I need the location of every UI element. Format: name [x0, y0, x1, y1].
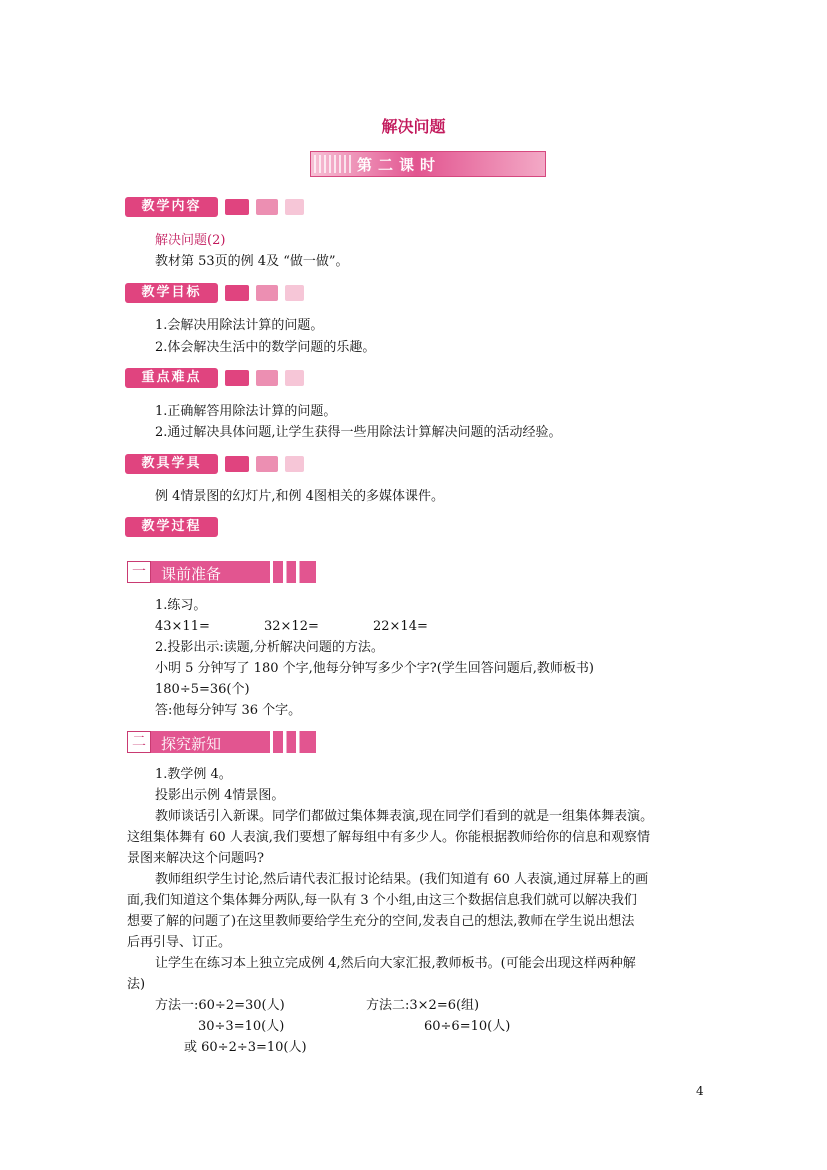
decor-square: [256, 285, 278, 301]
section-header-tools: [125, 454, 305, 474]
subsection-title: 探究新知: [161, 735, 222, 753]
explore-line: 教师组织学生讨论,然后请代表汇报讨论结果。(我们知道有 60 人表演,通过屏幕上的画: [155, 872, 649, 887]
explore-line: 教师谈话引入新课。同学们都做过集体舞表演,现在同学们看到的就是一组集体舞表演。: [155, 809, 654, 824]
section-header-key: [125, 368, 305, 388]
key-item: 2.通过解决具体问题,让学生获得一些用除法计算解决问题的活动经验。: [155, 425, 562, 440]
decor-square: [225, 199, 249, 215]
prep-line: 2.投影出示:读题,分析解决问题的方法。: [155, 640, 384, 655]
method-one: 方法一:60÷2=30(人): [155, 998, 285, 1013]
prep-line: 1.练习。: [155, 598, 207, 613]
banner-decoration: [314, 155, 354, 173]
subsection-number: 二: [127, 731, 151, 753]
explore-line: 投影出示例 4情景图。: [155, 788, 285, 803]
exercise: 22×14=: [373, 619, 428, 634]
section-label: 重点难点: [125, 368, 218, 388]
goal-item: 2.体会解决生活中的数学问题的乐趣。: [155, 340, 376, 355]
decor-square: [285, 370, 304, 386]
decor-square: [225, 456, 249, 472]
decor-square: [256, 370, 278, 386]
explore-line: 1.教学例 4。: [155, 767, 232, 782]
method-two-step: 60÷6=10(人): [424, 1019, 511, 1034]
section-header-process: [125, 517, 218, 537]
decor-square: [225, 285, 249, 301]
page-number: 4: [696, 1084, 704, 1098]
explore-line: 景图来解决这个问题吗?: [127, 851, 264, 866]
subsection-header-explore: [127, 731, 316, 753]
decor-square: [256, 199, 278, 215]
content-topic: 解决问题(2): [155, 233, 226, 248]
prep-line: 答:他每分钟写 36 个字。: [155, 703, 302, 718]
section-header-content: [125, 197, 305, 217]
exercise: 32×12=: [264, 619, 319, 634]
method-two: 方法二:3×2=6(组): [366, 998, 480, 1013]
method-one-step: 30÷3=10(人): [198, 1019, 285, 1034]
explore-line: 这组集体舞有 60 人表演,我们要想了解每组中有多少人。你能根据教师给你的信息和观察情: [127, 830, 650, 845]
prep-line: 小明 5 分钟写了 180 个字,他每分钟写多少个字?(学生回答问题后,教师板书): [155, 661, 594, 676]
section-label: 教具学具: [125, 454, 218, 474]
decor-square: [285, 456, 304, 472]
tools-text: 例 4情景图的幻灯片,和例 4图相关的多媒体课件。: [155, 489, 444, 504]
content-text: 教材第 53页的例 4及 “做一做”。: [155, 254, 349, 269]
decor-square: [225, 370, 249, 386]
subsection-title: 课前准备: [161, 565, 222, 583]
explore-line: 面,我们知道这个集体舞分两队,每一队有 3 个小组,由这三个数据信息我们就可以解决我们: [127, 893, 637, 908]
section-label: 教学目标: [125, 283, 218, 303]
method-one-alt: 或 60÷2÷3=10(人): [184, 1040, 307, 1055]
explore-line: 让学生在练习本上独立完成例 4,然后向大家汇报,教师板书。(可能会出现这样两种解: [155, 956, 636, 971]
exercise: 43×11=: [155, 619, 210, 634]
explore-line: 后再引导、订正。: [127, 935, 232, 950]
explore-line: 想要了解的问题了)在这里教师要给学生充分的空间,发表自己的想法,教师在学生说出想法: [127, 914, 635, 929]
goal-item: 1.会解决用除法计算的问题。: [155, 318, 324, 333]
banner-text: 第二课时: [357, 156, 442, 174]
subsection-number: 一: [127, 561, 151, 583]
lesson-banner: [310, 151, 546, 177]
section-label: 教学内容: [125, 197, 218, 217]
decor-square: [285, 285, 304, 301]
decor-square: [256, 456, 278, 472]
explore-line: 法): [127, 977, 146, 992]
subsection-header-prep: [127, 561, 316, 583]
decor-square: [285, 199, 304, 215]
key-item: 1.正确解答用除法计算的问题。: [155, 404, 337, 419]
prep-line: 180÷5=36(个): [155, 682, 250, 697]
section-label: 教学过程: [125, 517, 218, 537]
section-header-goals: [125, 283, 305, 303]
page-title: 解决问题: [381, 117, 446, 136]
